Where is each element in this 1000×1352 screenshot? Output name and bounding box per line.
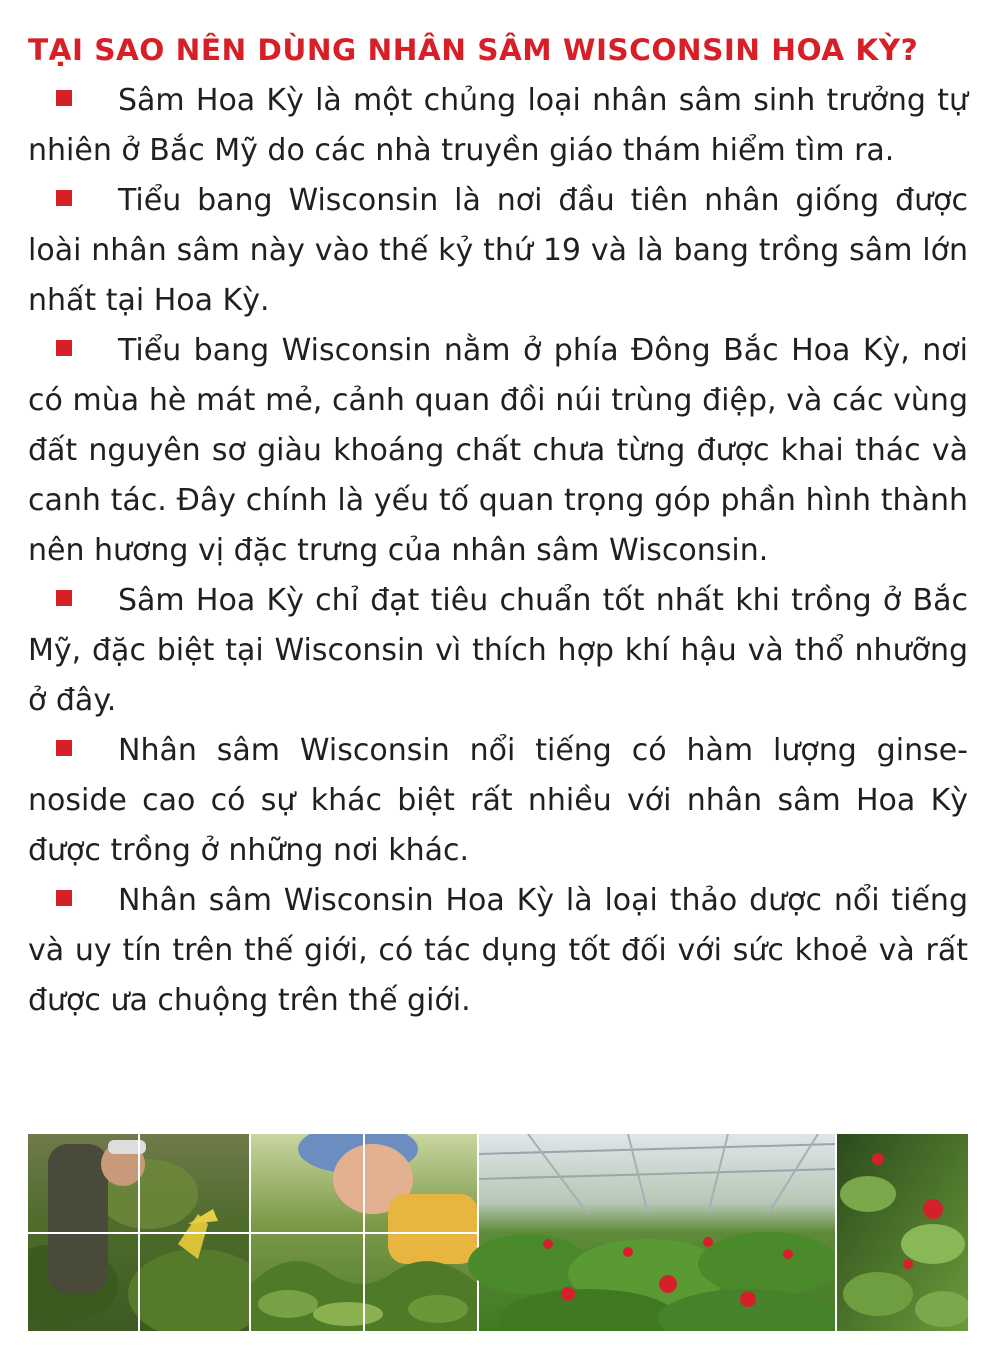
woman-with-ginseng-photo	[251, 1134, 478, 1331]
red-square-bullet-icon	[56, 90, 72, 106]
list-item	[28, 176, 968, 326]
list-item	[28, 326, 968, 576]
red-square-bullet-icon	[56, 190, 72, 206]
list-item	[28, 726, 968, 876]
red-square-bullet-icon	[56, 340, 72, 356]
list-item	[28, 576, 968, 726]
list-item-text: Sâm Hoa Kỳ chỉ đạt tiêu chuẩn tốt nhất khi trồng ở Bắc Mỹ, đặc biệt tại Wisconsin vì thích hợp khí hậu và thổ nhưỡng ở đây.	[28, 583, 968, 718]
list-item-text: Nhân sâm Wisconsin Hoa Kỳ là loại thảo dược nổi tiếng và uy tín trên thế giới, có tác dụng tốt đối với sức khoẻ và rất được ưa chuộng trên thế giới.	[28, 883, 968, 1018]
ginseng-berries-photo	[837, 1134, 968, 1331]
list-item	[28, 876, 968, 1026]
red-square-bullet-icon	[56, 890, 72, 906]
bullet-list	[28, 76, 968, 1026]
page-title: TẠI SAO NÊN DÙNG NHÂN SÂM WISCONSIN HOA KỲ?	[28, 33, 919, 67]
ginseng-greenhouse-photo	[468, 1134, 838, 1331]
red-square-bullet-icon	[56, 740, 72, 756]
forest-harvester-photo	[28, 1134, 268, 1331]
list-item-text: Nhân sâm Wisconsin nổi tiếng có hàm lượng ginse-noside cao có sự khác biệt rất nhiều với nhân sâm Hoa Kỳ được trồng ở những nơi khác.	[28, 733, 968, 868]
list-item-text: Tiểu bang Wisconsin nằm ở phía Đông Bắc Hoa Kỳ, nơi có mùa hè mát mẻ, cảnh quan đồi núi trùng điệp, và các vùng đất nguyên sơ giàu khoáng chất chưa từng được khai thác và canh tác. Đây chính là yếu tố quan trọng góp phần hình thành nên hương vị đặc trưng của nhân sâm Wisconsin.	[28, 333, 968, 568]
list-item-text: Tiểu bang Wisconsin là nơi đầu tiên nhân giống được loài nhân sâm này vào thế kỷ thứ 19 và là bang trồng sâm lớn nhất tại Hoa Kỳ.	[28, 183, 968, 318]
ginseng-photo-strip	[28, 1134, 968, 1331]
list-item	[28, 76, 968, 176]
list-item-text: Sâm Hoa Kỳ là một chủng loại nhân sâm sinh trưởng tự nhiên ở Bắc Mỹ do các nhà truyền giáo thám hiểm tìm ra.	[28, 83, 968, 168]
red-square-bullet-icon	[56, 590, 72, 606]
